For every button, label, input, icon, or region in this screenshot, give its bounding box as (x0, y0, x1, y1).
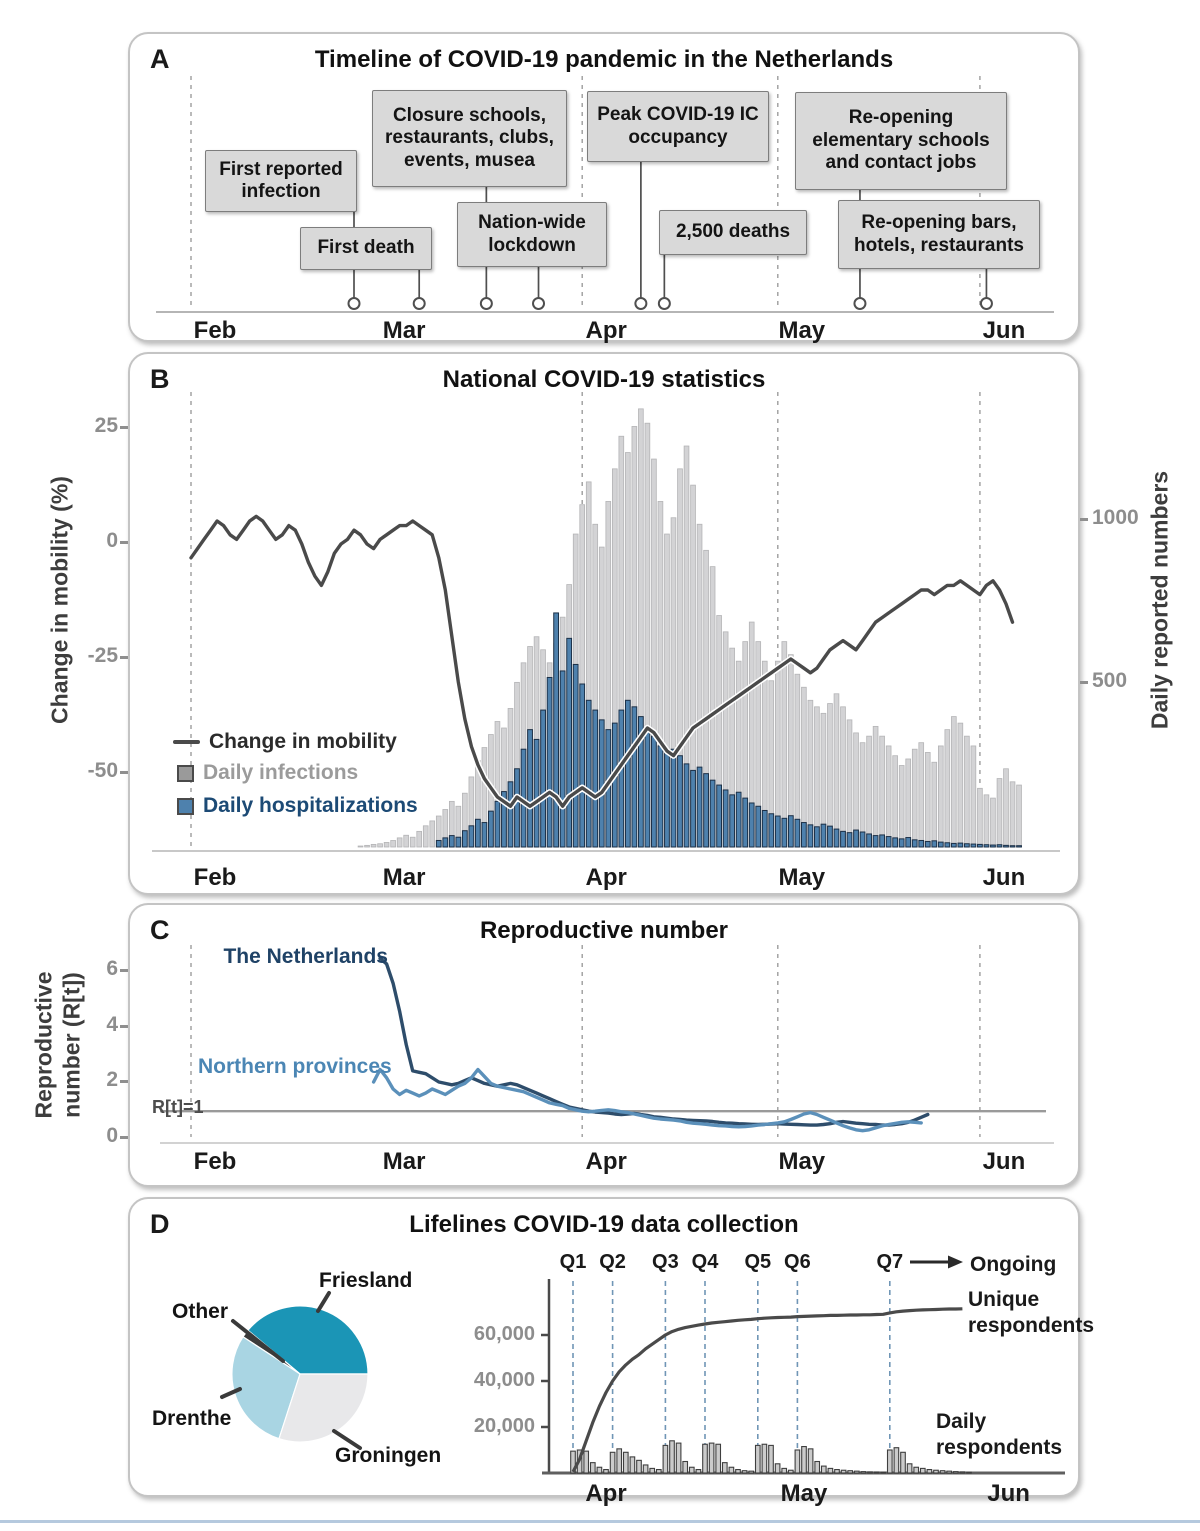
bar (873, 836, 878, 847)
daily-respondents-bar (657, 1470, 662, 1473)
bar (449, 836, 454, 847)
daily-respondents-bar (690, 1467, 695, 1473)
bar (391, 840, 396, 847)
daily-respondents-bar (795, 1450, 800, 1473)
timeline-event-marker (349, 298, 360, 309)
daily-respondents-bar (868, 1472, 873, 1473)
d-y-tick: 20,000 (473, 1415, 535, 1437)
bar (625, 700, 630, 847)
bar (541, 710, 546, 847)
ongoing-arrow-head (948, 1256, 963, 1269)
month-label: Apr (585, 864, 627, 891)
c-left-tick: 6 (106, 957, 118, 981)
bar (567, 638, 572, 847)
rt-line (380, 958, 928, 1125)
b-left-tickmark (120, 426, 128, 429)
panel-title-c: Reproductive number (479, 917, 729, 944)
c-left-tick: 2 (106, 1068, 118, 1092)
bar (749, 803, 754, 847)
mobility-line-swatch (173, 740, 200, 744)
timeline-event-marker (854, 298, 865, 309)
bar (456, 837, 461, 847)
daily-respondents-bar (709, 1443, 714, 1473)
bar (769, 814, 774, 847)
c-left-tick: 0 (106, 1124, 118, 1147)
daily-respondents-bar (802, 1447, 807, 1473)
daily-respondents-bar (861, 1472, 866, 1473)
bar (1004, 769, 1009, 847)
bar (671, 749, 676, 847)
bar (815, 707, 820, 847)
month-label: Mar (382, 317, 426, 344)
month-label: Feb (193, 1148, 237, 1175)
bar (945, 730, 950, 847)
bar (482, 823, 487, 847)
daily-respondents-bar (901, 1452, 906, 1473)
month-label: May (778, 1148, 826, 1175)
daily-respondents-bar (888, 1450, 893, 1473)
timeline-event-marker (533, 298, 544, 309)
daily-respondents-bar (676, 1443, 681, 1473)
bar (860, 832, 865, 847)
bar (1017, 785, 1022, 847)
month-label: Apr (585, 317, 627, 344)
daily-respondents-bar (960, 1472, 965, 1473)
daily-respondents-bar (591, 1463, 596, 1473)
c-left-tick: 4 (106, 1012, 118, 1036)
daily-respondents-bar (736, 1470, 741, 1473)
pie-label: Other (172, 1300, 229, 1323)
panel-title-a: Timeline of COVID-19 pandemic in the Netherlands (314, 46, 894, 73)
bar (925, 752, 930, 847)
daily-respondents-bar (762, 1444, 767, 1473)
bar (658, 746, 663, 847)
bar (475, 819, 480, 847)
legend-label: Daily hospitalizations (203, 794, 418, 817)
timeline-event-box: Closure schools, restaurants, clubs, events, musea (372, 90, 567, 187)
b-left-tick: -25 (87, 644, 118, 667)
bar (665, 752, 670, 847)
bar (469, 826, 474, 847)
bar (730, 795, 735, 847)
bar (1010, 846, 1015, 847)
bar (593, 710, 598, 847)
bar (951, 843, 956, 847)
bar (1004, 845, 1009, 847)
bar (834, 694, 839, 847)
bar (782, 818, 787, 847)
c-left-tickmark (120, 1080, 128, 1083)
daily-respondents-bar (637, 1460, 642, 1473)
bar (867, 736, 872, 847)
bar (821, 824, 826, 847)
bar (775, 816, 780, 847)
month-label: Feb (193, 317, 237, 344)
bar (991, 845, 996, 847)
daily-respondents-bar (683, 1462, 688, 1474)
bar (984, 795, 989, 847)
daily-respondents-bar (604, 1470, 609, 1473)
timeline-event-marker (635, 298, 646, 309)
panel-title-b: National COVID-19 statistics (442, 366, 766, 393)
daily-respondents-bar (775, 1464, 780, 1473)
bar (710, 780, 715, 847)
bar (410, 837, 415, 847)
month-label: Jun (987, 1480, 1030, 1507)
daily-respondents-bar (848, 1471, 853, 1473)
bar (788, 816, 793, 847)
daily-respondents-bar (947, 1471, 952, 1473)
daily-respondents-bar (617, 1449, 622, 1473)
rt-equals-1-annotation: R[t]=1 (152, 1097, 204, 1117)
month-label: Mar (382, 864, 426, 891)
bar (958, 723, 963, 847)
daily-respondents-bar (828, 1468, 833, 1473)
month-label: Feb (193, 864, 237, 891)
bar (599, 720, 604, 847)
b-left-tickmark (120, 656, 128, 659)
bar (436, 840, 441, 847)
bar (932, 841, 937, 847)
b-right-axis-title: Daily reported numbers (1146, 470, 1173, 730)
bar (547, 677, 552, 847)
panel-data-collection (128, 1197, 1095, 1507)
panel-title-d: Lifelines COVID-19 data collection (409, 1211, 799, 1238)
bar (958, 843, 963, 847)
bar (612, 723, 617, 847)
daily-respondents-bar (815, 1462, 820, 1474)
bar (847, 720, 852, 847)
bar (743, 798, 748, 847)
daily-respondents-bar (716, 1444, 721, 1473)
daily-respondents-bar (643, 1465, 648, 1473)
daily-respondents-bar (742, 1471, 747, 1473)
daily-respondents-bar (624, 1452, 629, 1473)
bar (964, 844, 969, 847)
bar (554, 613, 559, 847)
bar (925, 841, 930, 847)
bar (684, 764, 689, 847)
bar (573, 664, 578, 847)
bar (815, 827, 820, 847)
bar (515, 769, 520, 847)
daily-respondents-bar (723, 1463, 728, 1473)
bar (854, 830, 859, 847)
bar (964, 736, 969, 847)
month-label: May (778, 317, 826, 344)
daily-respondents-bar (921, 1468, 926, 1473)
bar (678, 756, 683, 847)
bar (632, 707, 637, 847)
bar (978, 788, 983, 847)
daily-respondents-bar (584, 1451, 589, 1473)
daily-respondents-bar (729, 1467, 734, 1473)
daily-respondents-bar (881, 1472, 886, 1473)
daily-respondents-bar (808, 1449, 813, 1473)
panel-letter-d: D (150, 1209, 170, 1239)
bar (756, 806, 761, 847)
bar (841, 707, 846, 847)
c-left-tickmark (120, 969, 128, 972)
bar (723, 790, 728, 847)
hospitalizations-swatch (177, 798, 194, 815)
bar (508, 782, 513, 847)
bar (899, 766, 904, 848)
bar (997, 845, 1002, 847)
daily-respondents-bar (907, 1464, 912, 1473)
timeline-event-box: Re-opening bars, hotels, restaurants (838, 200, 1040, 269)
daily-respondents-bar (789, 1470, 794, 1473)
questionnaire-label: Q7 (876, 1251, 904, 1273)
bar (580, 684, 585, 847)
bar (919, 743, 924, 847)
panel-letter-c: C (150, 915, 170, 945)
month-label: May (778, 864, 826, 891)
bar (971, 746, 976, 847)
bar (1017, 846, 1022, 847)
bar (443, 838, 448, 847)
northern-provinces-line-label: Northern provinces (198, 1055, 392, 1078)
bar (652, 736, 657, 847)
daily-respondents-bar (696, 1470, 701, 1473)
bar (880, 736, 885, 847)
bar (834, 829, 839, 847)
daily-respondents-bar (940, 1471, 945, 1473)
unique-respondents-label: Unique respondents (968, 1288, 1095, 1338)
bar (938, 842, 943, 847)
daily-respondents-bar (769, 1445, 774, 1473)
bar (534, 739, 539, 847)
bar (880, 835, 885, 847)
bar (919, 840, 924, 847)
b-left-tick: 25 (94, 414, 118, 437)
bar (906, 838, 911, 847)
timeline-event-marker (414, 298, 425, 309)
questionnaire-label: Q1 (559, 1251, 587, 1273)
daily-respondents-bar (703, 1444, 708, 1473)
bar (560, 671, 565, 847)
panel-letter-b: B (150, 364, 170, 394)
bar (808, 825, 813, 847)
pie-label: Groningen (335, 1444, 442, 1467)
timeline-event-box: 2,500 deaths (659, 210, 807, 255)
daily-respondents-bar (756, 1445, 761, 1473)
timeline-event-box: First reported infection (205, 150, 357, 212)
panel-national-statistics (128, 352, 1080, 895)
bar (795, 819, 800, 847)
bar (893, 756, 898, 847)
b-right-tick: 500 (1092, 669, 1128, 692)
bar (841, 831, 846, 847)
bar (528, 730, 533, 847)
b-right-tickmark (1080, 518, 1088, 521)
questionnaire-label: Q2 (599, 1251, 626, 1273)
questionnaire-label: Q6 (784, 1251, 811, 1273)
bar (951, 717, 956, 847)
infections-swatch (177, 765, 194, 782)
daily-respondents-bar (934, 1470, 939, 1473)
questionnaire-label: Q4 (691, 1251, 719, 1273)
daily-respondents-bar (630, 1457, 635, 1473)
bar (978, 844, 983, 847)
month-label: Jun (982, 1148, 1026, 1175)
bar (430, 821, 435, 847)
bar (736, 792, 741, 847)
bar (704, 774, 709, 847)
c-axis-title-line2: number (R[t]) (58, 972, 85, 1118)
legend-label: Change in mobility (209, 730, 397, 753)
bar (886, 837, 891, 847)
month-label: Apr (585, 1148, 627, 1175)
ongoing-label: Ongoing (970, 1253, 1057, 1276)
month-label: Jun (982, 864, 1026, 891)
panel-timeline (128, 32, 1080, 342)
pie-leader-line (318, 1293, 329, 1311)
questionnaire-label: Q5 (744, 1251, 772, 1273)
unique-respondents-line (573, 1309, 962, 1472)
daily-respondents-bar (855, 1471, 860, 1473)
daily-respondents-bar (835, 1470, 840, 1473)
daily-respondents-bar (894, 1448, 899, 1473)
daily-respondents-bar (650, 1468, 655, 1473)
bar (358, 846, 363, 847)
bar (938, 746, 943, 847)
bar (1010, 782, 1015, 847)
daily-respondents-bar (967, 1472, 972, 1473)
month-label: Apr (585, 1480, 627, 1507)
bar (899, 839, 904, 847)
daily-respondents-bar (597, 1467, 602, 1473)
month-label: May (780, 1480, 828, 1507)
timeline-event-box: Nation-wide lockdown (457, 202, 607, 267)
bar (945, 843, 950, 847)
bar (423, 826, 428, 847)
daily-respondents-bar (927, 1470, 932, 1473)
b-left-tickmark (120, 771, 128, 774)
timeline-event-marker (481, 298, 492, 309)
panel-letter-a: A (150, 44, 170, 74)
netherlands-line-label: The Netherlands (223, 945, 388, 968)
timeline-event-marker (659, 298, 670, 309)
daily-respondents-bar (610, 1452, 615, 1473)
bar (867, 834, 872, 847)
b-right-tick: 1000 (1092, 506, 1139, 529)
bar (586, 700, 591, 847)
c-left-tickmark (120, 1136, 128, 1139)
bar (828, 704, 833, 847)
bar (782, 642, 787, 847)
daily-respondents-label: Daily respondents (936, 1410, 1063, 1460)
bar (691, 770, 696, 847)
bar (489, 811, 494, 847)
bar (697, 767, 702, 847)
b-left-tick: -50 (87, 759, 118, 782)
bar (717, 785, 722, 847)
daily-respondents-bar (954, 1472, 959, 1473)
d-y-tick: 60,000 (473, 1323, 535, 1345)
bar (378, 844, 383, 847)
b-right-tickmark (1080, 681, 1088, 684)
daily-respondents-bar (663, 1445, 668, 1473)
b-left-axis-title: Change in mobility (%) (46, 476, 73, 724)
daily-respondents-bar (874, 1472, 879, 1473)
legend-item-mobility (173, 730, 397, 754)
bar (971, 844, 976, 847)
month-label: Mar (382, 1148, 426, 1175)
timeline-event-box: Re-opening elementary schools and contact jobs (795, 92, 1007, 190)
bar (997, 779, 1002, 847)
bar (991, 798, 996, 847)
b-left-tick: 0 (106, 529, 118, 552)
bar (906, 759, 911, 847)
bar (397, 838, 402, 847)
timeline-event-box: First death (300, 227, 432, 270)
bar (645, 726, 650, 847)
timeline-event-box: Peak COVID-19 IC occupancy (587, 91, 769, 162)
bar (873, 726, 878, 847)
pie-label: Friesland (319, 1269, 413, 1292)
panel-reproductive-number (128, 903, 1080, 1187)
daily-respondents-bar (914, 1467, 919, 1473)
bar (365, 845, 370, 847)
daily-respondents-bar (782, 1468, 787, 1473)
bar (619, 710, 624, 847)
c-left-tickmark (120, 1025, 128, 1028)
daily-respondents-bar (670, 1441, 675, 1473)
bar (912, 749, 917, 847)
bar (912, 840, 917, 847)
bar (495, 801, 500, 847)
legend-label: Daily infections (203, 761, 359, 784)
bar (886, 746, 891, 847)
daily-respondents-bar (841, 1470, 846, 1473)
b-left-tickmark (120, 541, 128, 544)
bar (893, 838, 898, 847)
d-y-tick: 40,000 (473, 1369, 535, 1391)
bar (762, 810, 767, 847)
bar (384, 842, 389, 847)
bar (462, 831, 467, 847)
daily-respondents-bar (822, 1466, 827, 1473)
c-axis-title-line1: Reproductive (30, 971, 57, 1119)
legend-item-hospitalizations (177, 794, 418, 818)
bar (984, 845, 989, 847)
bar (417, 831, 422, 847)
bar (801, 823, 806, 847)
bar (371, 844, 376, 847)
legend-item-infections (177, 761, 358, 785)
bar (847, 833, 852, 847)
timeline-event-marker (981, 298, 992, 309)
bar (828, 826, 833, 847)
bottom-rule (0, 1520, 1200, 1523)
pie-label: Drenthe (152, 1407, 232, 1430)
daily-respondents-bar (749, 1471, 754, 1473)
month-label: Jun (982, 317, 1026, 344)
bar (860, 743, 865, 847)
bar (932, 762, 937, 847)
bar (404, 835, 409, 847)
questionnaire-label: Q3 (652, 1251, 679, 1273)
